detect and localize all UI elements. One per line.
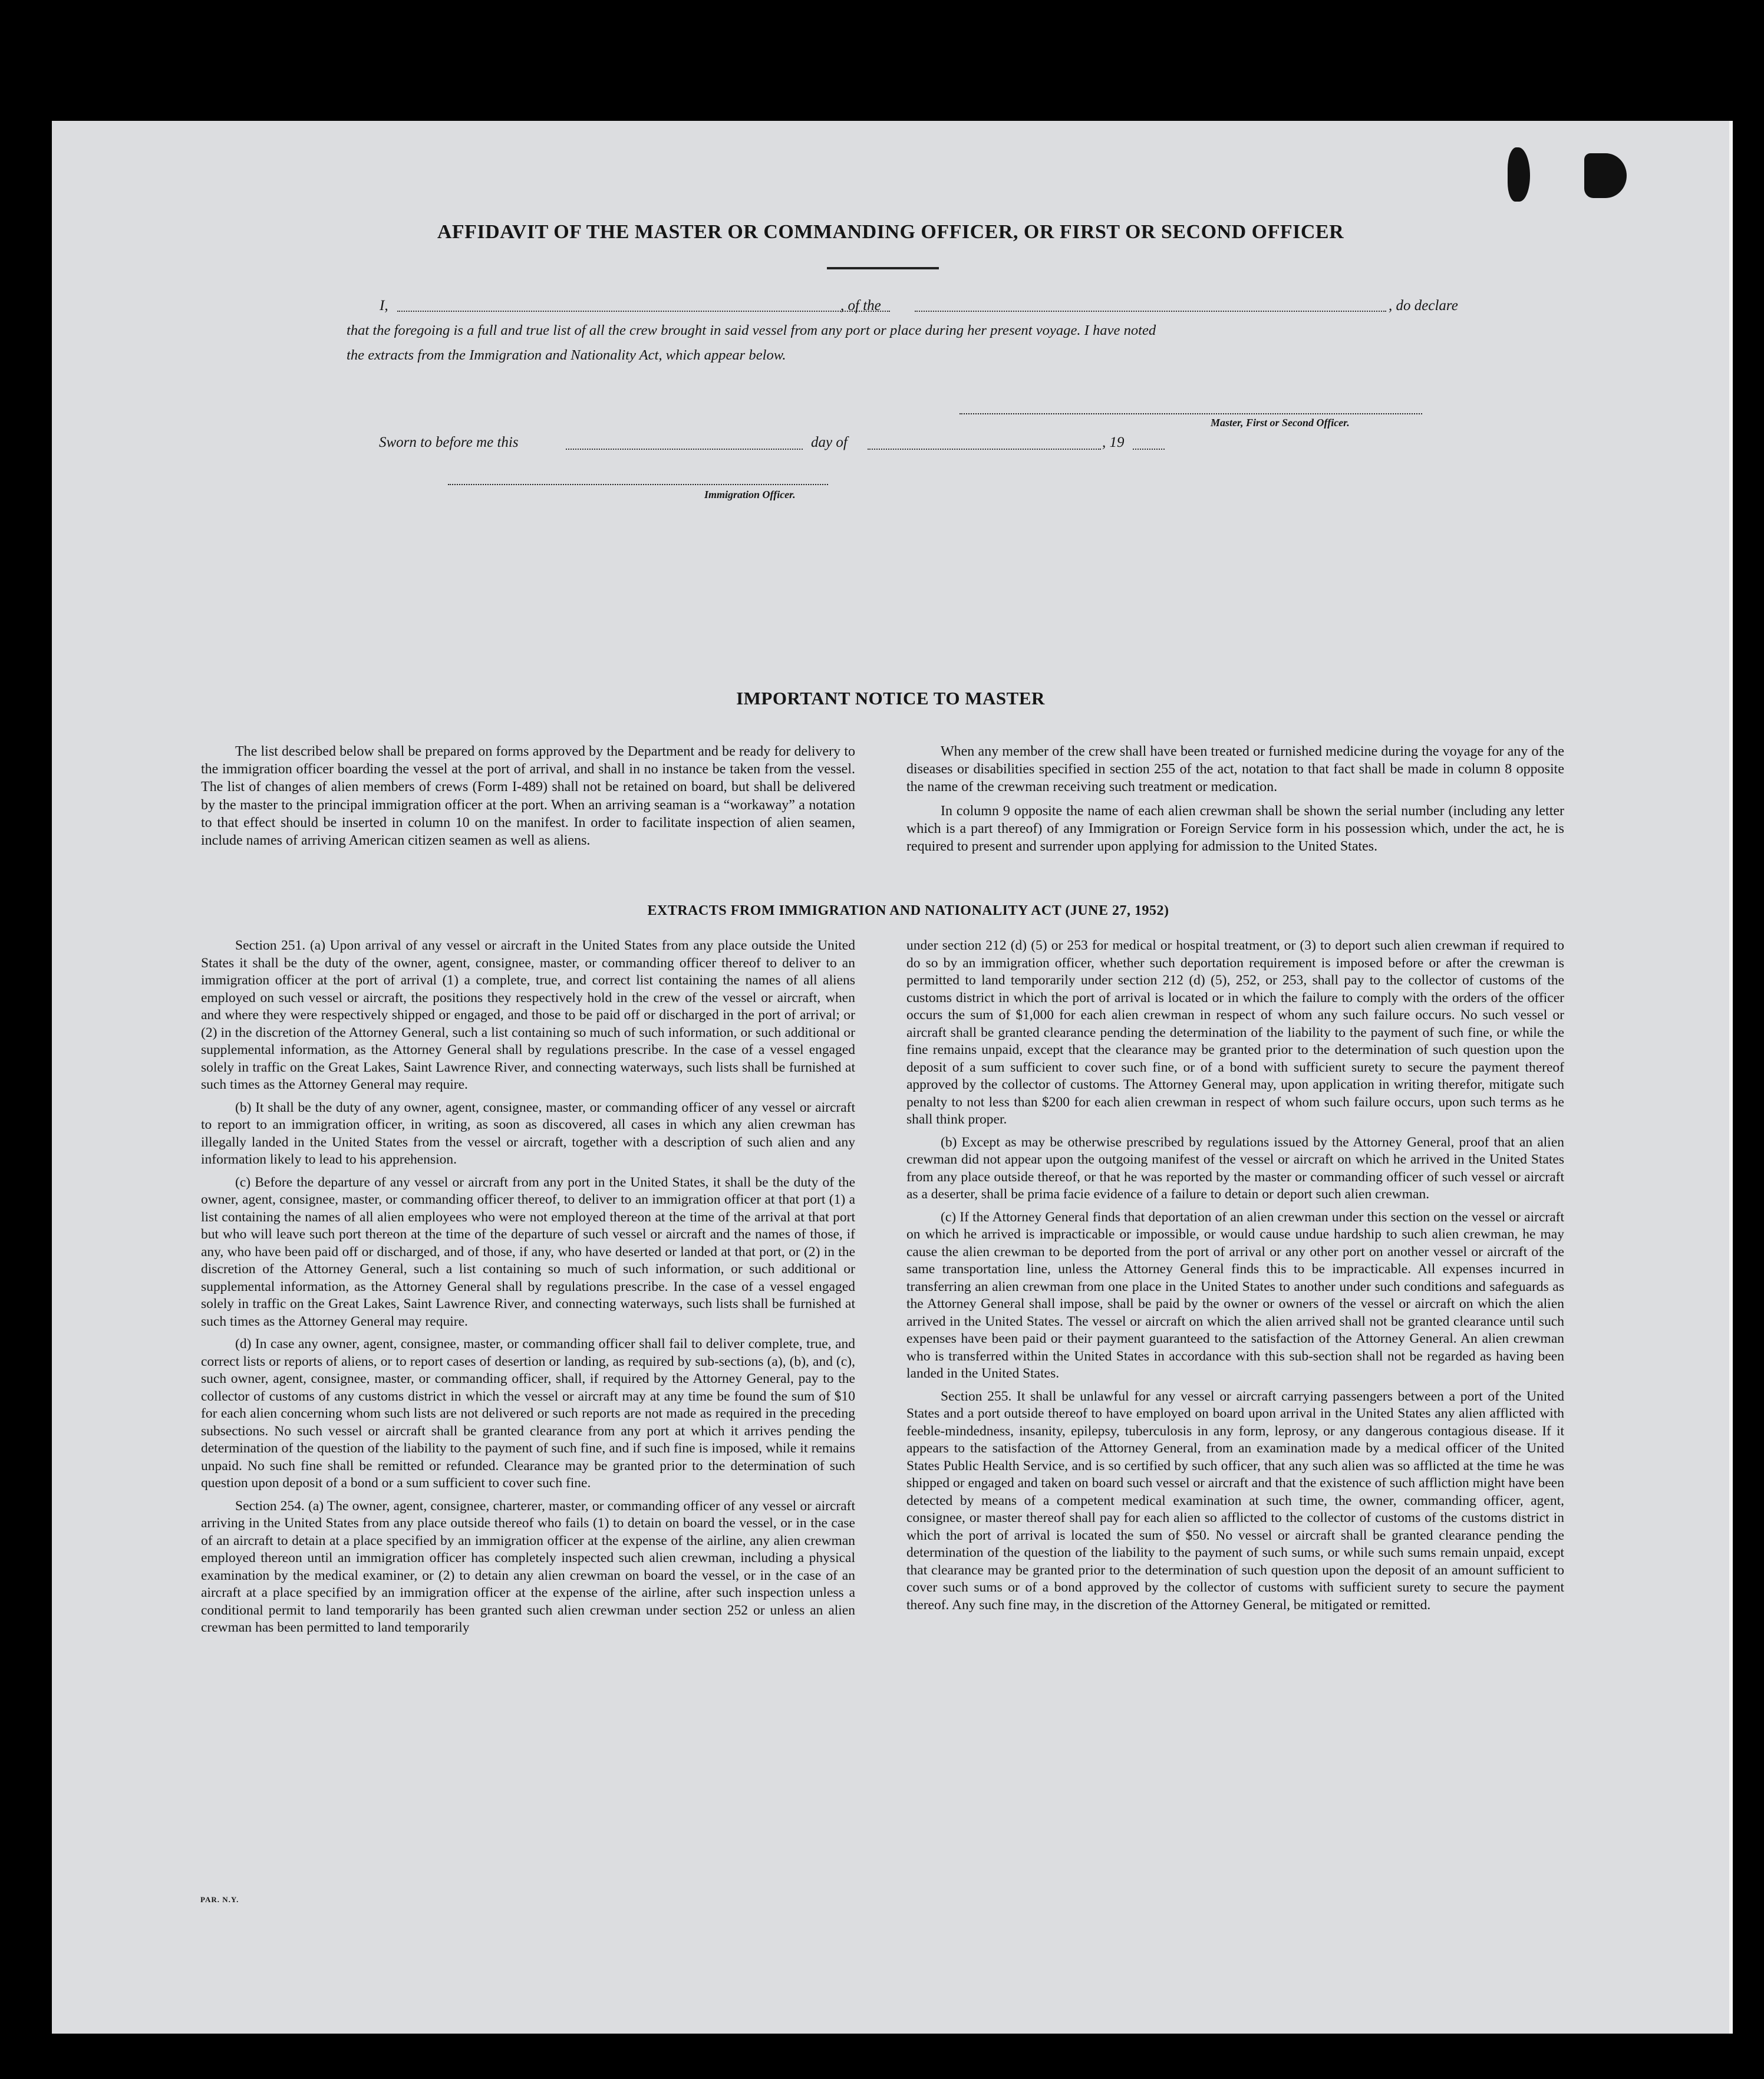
extracts-left-column [201,937,855,1642]
printer-mark: PAR. N.Y. [200,1895,239,1904]
sworn-year-field[interactable] [1133,449,1165,450]
act-paragraph: (b) Except as may be otherwise prescribed by regulations issued by the Attorney General, proof that an alien crewman did not appear upon the outgoing manifest of the vessel or aircraft on which he arrived in the United States from any place outside thereof, or that he was reported by the master or commanding officer of such vessel or aircraft as a deserter, shall be prima facie evidence of a failure to detain or deport such alien crewman. [906,1134,1564,1202]
immigration-officer-signature-field[interactable] [448,484,828,485]
act-paragraph: Section 255. It shall be unlawful for any vessel or aircraft carrying passengers between a port of the United States and a port outside thereof to have employed on board upon arrival in the United States any alien afflicted with feeble-mindedness, insanity, epilepsy, tuberculosis in any form, leprosy, or any dangerous contagious disease. If it appears to the satisfaction of the Attorney General, from an examination made by a medical officer of the United States Public Health Service, and is so certified by such officer, that any such alien was so afflicted at the time he was shipped or engaged and taken on board such vessel or aircraft and that the existence of such affliction might have been detected by means of a competent medical examination at such time, the owner, commanding officer, agent, consignee, or master thereof shall pay for each alien so afflicted to the collector of customs of the customs district in which the port of arrival is located the sum of $50. No vessel or aircraft shall be granted clearance pending the determination of the question of the liability to the payment of such sums, or while such sums remain unpaid, except that clearance may be granted prior to the determination of such question upon the deposit of an amount sufficient to cover such sums or of a bond approved by the collector of customs with sufficient surety to secure the payment thereof. Any such fine may, in the discretion of the Attorney General, be mitigated or remitted. [906,1388,1564,1613]
master-signature-caption: Master, First or Second Officer. [1211,417,1350,429]
title-underline [827,267,939,269]
notice-title: IMPORTANT NOTICE TO MASTER [736,688,1045,709]
act-paragraph: Section 254. (a) The owner, agent, consignee, charterer, master, or commanding officer of any vessel or aircraft arriving in the United States from any place outside thereof who fails (1) to detain on board the vessel, or in the case of an aircraft to detain at a place specified by an immigration officer at the expense of the airline, any alien crewman employed thereon until an immigration officer has completely inspected such alien crewman, including a physical examination by the medical examiner, or (2) to detain any alien crewman on board the vessel, or in the case of an aircraft at a place specified by an immigration officer at the expense of the airline, after such inspection unless a conditional permit to land temporarily has been granted such alien crewman under section 252 or unless an alien crewman has been permitted to land temporarily [201,1498,855,1635]
ink-blot [1508,147,1530,202]
sworn-label: Sworn to before me this [379,434,519,450]
declaration-text-1: that the foregoing is a full and true list of all the crew brought in said vessel from any port or place during her present voyage. I have noted [347,322,1156,338]
act-paragraph: (b) It shall be the duty of any owner, agent, consignee, master, or commanding officer of any vessel or aircraft to report to an immigration officer, in writing, as soon as discovered, all cases in which any alien crewman has illegally landed in the United States from the vessel or aircraft, together with a description of such alien and any information likely to lead to his apprehension. [201,1099,855,1167]
notice-paragraph: When any member of the crew shall have been treated or furnished medicine during the voyage for any of the diseases or disabilities specified in section 255 of the act, notation to that fact shall be made in column 8 opposite the name of the crewman receiving such treatment or medication. [906,744,1564,795]
year-label: , 19 [1102,434,1125,450]
immigration-officer-caption: Immigration Officer. [704,489,796,500]
i-label: I, [380,298,388,314]
sworn-day-field[interactable] [566,449,803,450]
notice-right-column [906,743,1564,861]
act-paragraph: (c) If the Attorney General finds that deportation of an alien crewman under this section on the vessel or aircraft on which he arrived is impracticable or impossible, or would cause undue hardship to such alien crewman, he may cause the alien crewman to be deported from the port of arrival or any other port on another vessel or aircraft of the same transportation line, unless the Attorney General finds this to be impracticable. All expenses incurred in transferring an alien crewman from one place in the United States to another under such conditions and safeguards as the Attorney General shall impose, shall be paid by the owner or owners of the vessel or aircraft on which the alien arrived in the United States. The vessel or aircraft on which the alien arrived shall not be granted clearance until such expenses have been paid or their payment guaranteed to the satisfaction of the Attorney General. An alien crewman who is transferred within the United States in accordance with this sub-section shall not be regarded as having been landed in the United States. [906,1209,1564,1381]
act-paragraph: (c) Before the departure of any vessel or aircraft from any port in the United States, it shall be the duty of the owner, agent, consignee, master, or commanding officer thereof, to deliver to an immigration officer at that port (1) a list containing the names of all alien employees who were not employed thereon at the time of the arrival at that port but who will leave such port thereon at the time of the departure of such vessel or aircraft and the names of those, if any, who have been paid off or discharged, and of those, if any, who have deserted or landed at that port, or (2) in the discretion of the Attorney General, such a list containing so much of such information, or such additional or supplemental information, as the Attorney General shall by regulations prescribe. In the case of a vessel engaged solely in traffic on the Great Lakes, Saint Lawrence River, and connecting waterways, such lists shall be furnished at such times as the Attorney General may require. [201,1174,855,1329]
extracts-title: EXTRACTS FROM IMMIGRATION AND NATIONALITY ACT (JUNE 27, 1952) [647,903,1169,918]
notice-paragraph: In column 9 opposite the name of each alien crewman shall be shown the serial number (including any letter which is a part thereof) of any Immigration or Foreign Service form in his possession which, under the act, he is required to present and surrender upon applying for admission to the United States. [906,803,1564,855]
master-signature-field[interactable] [960,413,1422,414]
do-declare-label: , do declare [1389,298,1458,314]
extracts-right-column [906,937,1564,1619]
declarant-name-field[interactable] [397,311,890,312]
notice-paragraph: The list described below shall be prepared on forms approved by the Department and be ready for delivery to the immigration officer boarding the vessel at the port of arrival, and shall in no instance be taken from the vessel. The list of changes of alien members of crews (Form I-489) shall not be retained on board, but shall be delivered by the master to the principal immigration officer at the port. When an arriving seaman is a “workaway” a notation to that effect should be inserted in column 10 on the manifest. In order to facilitate inspection of alien seamen, include names of arriving American citizen seamen as well as aliens. [201,744,855,849]
act-paragraph: Section 251. (a) Upon arrival of any vessel or aircraft in the United States from any place outside the United States it shall be the duty of the owner, agent, consignee, master, or commanding officer thereof to deliver to an immigration officer at the port of arrival (1) a complete, true, and correct list containing the names of all aliens employed on such vessel or aircraft, the positions they respectively hold in the crew of the vessel or aircraft, when and where they were respectively shipped or engaged, and those to be paid off or discharged in the port of arrival; or (2) in the discretion of the Attorney General, such a list containing so much of such information, or such additional or supplemental information, as the Attorney General shall by regulations prescribe. In the case of a vessel engaged solely in traffic on the Great Lakes, Saint Lawrence River, and connecting waterways, such lists shall be furnished at such times as the Attorney General may require. [201,938,855,1092]
ink-blot [1584,153,1627,198]
sworn-month-field[interactable] [868,449,1101,450]
day-of-label: day of [811,434,848,450]
act-paragraph: under section 212 (d) (5) or 253 for medical or hospital treatment, or (3) to deport such alien crewman if required to do so by an immigration officer, whether such deportation requirement is imposed before or after the crewman is permitted to land temporarily under section 212 (d) (5), 252, or 253, shall pay to the collector of customs of the customs district in which the port of arrival is located or in which the failure to comply with the orders of the officer occurs the sum of $1,000 for each alien crewman in respect of whom any such failure occurs. No such vessel or aircraft shall be granted clearance pending the determination of the liability to the payment of such fine, or while the fine remains unpaid, except that the clearance may be granted prior to the determination of such question upon the deposit of a sum sufficient to cover such fine, or of a bond with sufficient surety to secure the payment thereof approved by the collector of customs. The Attorney General may, upon application in writing therefor, mitigate such penalty to not less than $200 for each alien crewman in respect of whom such failure occurs, upon such terms as he shall think proper. [906,938,1564,1127]
act-paragraph: (d) In case any owner, agent, consignee, master, or commanding officer shall fail to deliver complete, true, and correct lists or reports of aliens, or to report cases of desertion or landing, as required by sub-sections (a), (b), and (c), such owner, agent, consignee, master, or commanding officer, shall, if required by the Attorney General, pay to the collector of customs of any customs district in which the vessel or aircraft may at any time be found the sum of $10 for each alien concerning whom such lists are not delivered or such reports are not made as required in the preceding subsections. No such vessel or aircraft shall be granted clearance from any port at which it arrives pending the determination of the question of the liability to the payment of such fine, and if such fine is imposed, while it remains unpaid. No such fine shall be remitted or refunded. Clearance may be granted prior to the determination of such question upon deposit of a bond or a sum sufficient to cover such fine. [201,1336,855,1491]
affidavit-title: AFFIDAVIT OF THE MASTER OR COMMANDING OFFICER, OR FIRST OR SECOND OFFICER [437,221,1344,243]
declaration-text-2: the extracts from the Immigration and Nationality Act, which appear below. [347,347,786,363]
of-the-label: , of the [840,298,881,314]
officer-position-field[interactable] [915,311,1386,312]
form-page [52,121,1733,2034]
notice-left-column [201,743,855,855]
